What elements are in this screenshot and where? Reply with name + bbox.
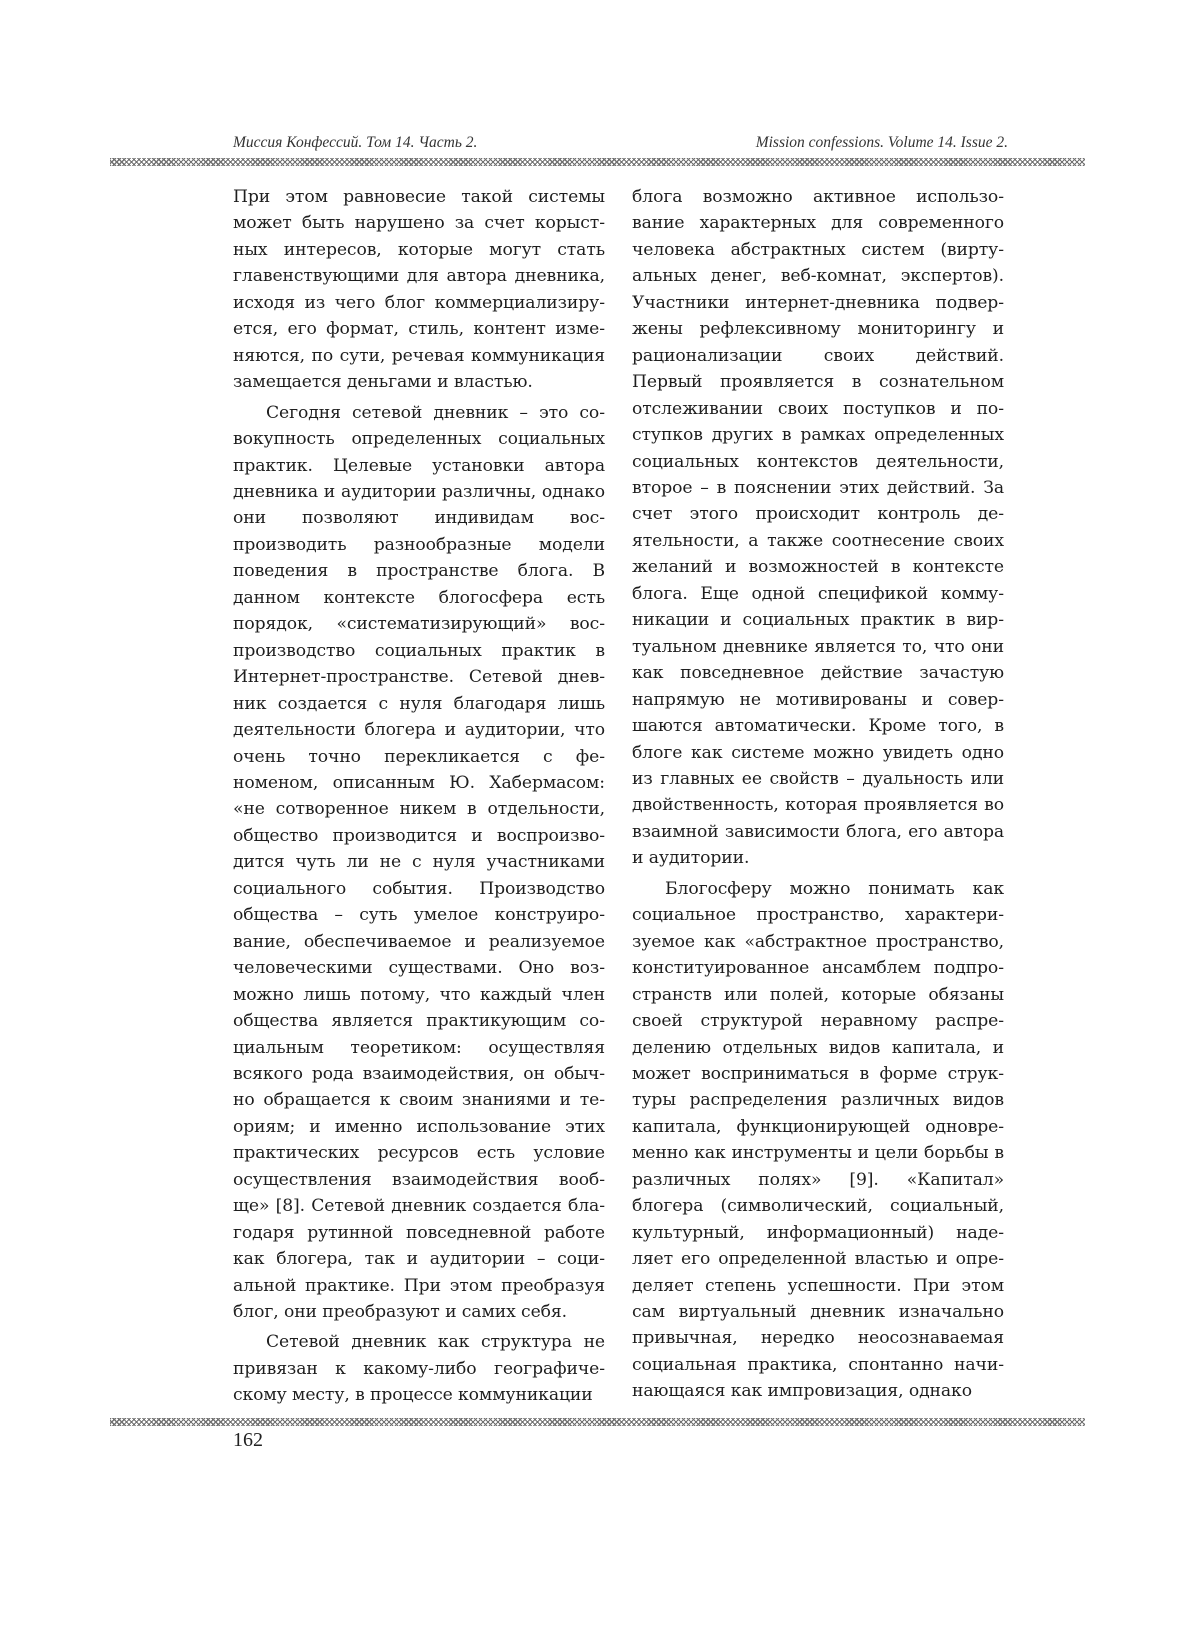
- journal-title-en: Mission confessions. Volume 14. Issue 2.: [755, 134, 1008, 151]
- running-header: [233, 134, 1008, 156]
- page-number: 162: [233, 1429, 263, 1451]
- paragraph: блога возможно активное использование характерных для современного человека абстрактных систем (виртуальных денег, веб-комнат, экспертов). Участники интернет-дневника подвержены рефлексивному мониторингу и рационализации своих действий. Первый проявляется в сознательном отслеживании своих поступков и поступков других в рамках определенных социальных контекстов деятельности, второе – в пояснении этих действий. За счет этого происходит контроль деятельности, а также соотнесение своих желаний и возможностей в контексте блога. Еще одной спецификой коммуникации и социальных практик в виртуальном дневнике является то, что они как повседневное действие зачастую напрямую не мотивированы и совершаются автоматически. Кроме того, в блоге как системе можно увидеть одно из главных ее свойств – дуальность или двойственность, которая проявляется во взаимной зависимости блога, его автора и аудитории.: [632, 187, 1004, 869]
- journal-title-ru: Миссия Конфессий. Том 14. Часть 2.: [233, 134, 478, 151]
- right-text-column: [632, 184, 1004, 1405]
- paragraph: Блогосферу можно понимать как социальное пространство, характеризуемое как «абстрактное пространство, конституированное ансамблем подпространств или полей, которые обязаны своей структурой неравному распределению отдельных видов капитала, и может восприниматься в форме структуры распределения различных видов капитала, функционирующей одновременно как инструменты и цели борьбы в различных полях» [9]. «Капитал» блогера (символический, социальный, культурный, информационный) наделяет его определенной властью и определяет степень успешности. При этом сам виртуальный дневник изначально привычная, нередко неосознаваемая социальная практика, спонтанно начинающаяся как импровизация, однако: [632, 878, 1004, 1402]
- top-ornament-rule: [110, 158, 1085, 166]
- left-text-column: [233, 184, 605, 1409]
- paragraph: При этом равновесие такой системы может быть нарушено за счет корыстных интересов, которые могут стать главенствующими для автора дневника, исходя из чего блог коммерциализируется, его формат, стиль, контент изменяются, по сути, речевая коммуникация замещается деньгами и властью.: [233, 187, 605, 393]
- paragraph: Сетевой дневник как структура не привязан к какому-либо географическому месту, в процессе коммуникации: [233, 1332, 605, 1406]
- paragraph: Сегодня сетевой дневник – это совокупность определенных социальных практик. Целевые установки автора дневника и аудитории различны, однако они позволяют индивидам воспроизводить разнообразные модели поведения в пространстве блога. В данном контексте блогосфера есть порядок, «систематизирующий» воспроизводство социальных практик в Интернет-пространстве. Сетевой дневник создается с нуля благодаря лишь деятельности блогера и аудитории, что очень точно перекликается с феноменом, описанным Ю. Хабермасом: «не сотворенное никем в отдельности, общество производится и воспроизводится чуть ли не с нуля участниками социального события. Производство общества – суть умелое конструирование, обеспечиваемое и реализуемое человеческими существами. Оно возможно лишь потому, что каждый член общества является практикующим социальным теоретиком: осуществляя всякого рода взаимодействия, он обычно обращается к своим знаниями и теориям; и именно использование этих практических ресурсов есть условие осуществления взаимодействия вообще» [8]. Сетевой дневник создается благодаря рутинной повседневной работе как блогера, так и аудитории – социальной практике. При этом преобразуя блог, они преобразуют и самих себя.: [233, 402, 605, 1323]
- bottom-ornament-rule: [110, 1418, 1085, 1426]
